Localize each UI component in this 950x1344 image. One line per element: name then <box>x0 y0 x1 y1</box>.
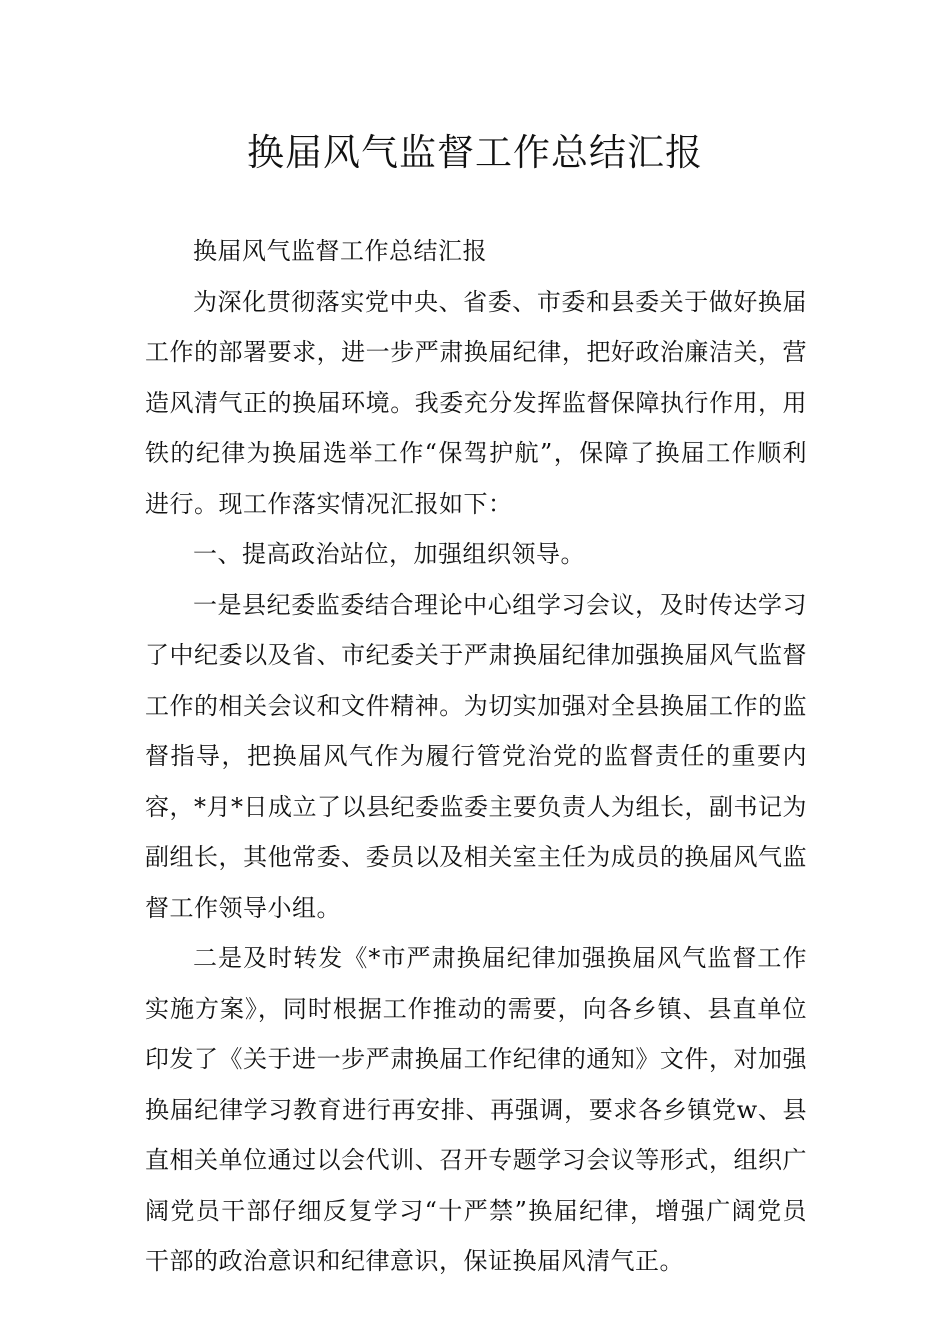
document-body <box>145 226 807 1287</box>
document-title: 换届风气监督工作总结汇报 <box>247 131 703 174</box>
section-heading: 一、提高政治站位，加强组织领导。 <box>193 540 585 568</box>
paragraph-subtitle: 换届风气监督工作总结汇报 <box>193 237 487 265</box>
paragraph-intro: 为深化贯彻落实党中央、省委、市委和县委关于做好换届工作的部署要求，进一步严肃换届纪律，把好政治廉洁关，营造风清气正的换届环境。我委充分发挥监督保障执行作用，用铁的纪律为换届选举工作“保驾护航”，保障了换届工作顺利进行。现工作落实情况汇报如下： <box>145 287 807 518</box>
paragraph-item-one: 一是县纪委监委结合理论中心组学习会议，及时传达学习了中纪委以及省、市纪委关于严肃换届纪律加强换届风气监督工作的相关会议和文件精神。为切实加强对全县换届工作的监督指导，把换届风气作为履行管党治党的监督责任的重要内容，*月*日成立了以县纪委监委主要负责人为组长，副书记为副组长，其他常委、委员以及相关室主任为成员的换届风气监督工作领导小组。 <box>145 590 807 922</box>
paragraph-item-two: 二是及时转发《*市严肃换届纪律加强换届风气监督工作实施方案》，同时根据工作推动的需要，向各乡镇、县直单位印发了《关于进一步严肃换届工作纪律的通知》文件，对加强换届纪律学习教育进行再安排、再强调，要求各乡镇党w、县直相关单位通过以会代训、召开专题学习会议等形式，组织广阔党员干部仔细反复学习“十严禁”换届纪律，增强广阔党员干部的政治意识和纪律意识，保证换届风清气正。 <box>145 944 807 1275</box>
